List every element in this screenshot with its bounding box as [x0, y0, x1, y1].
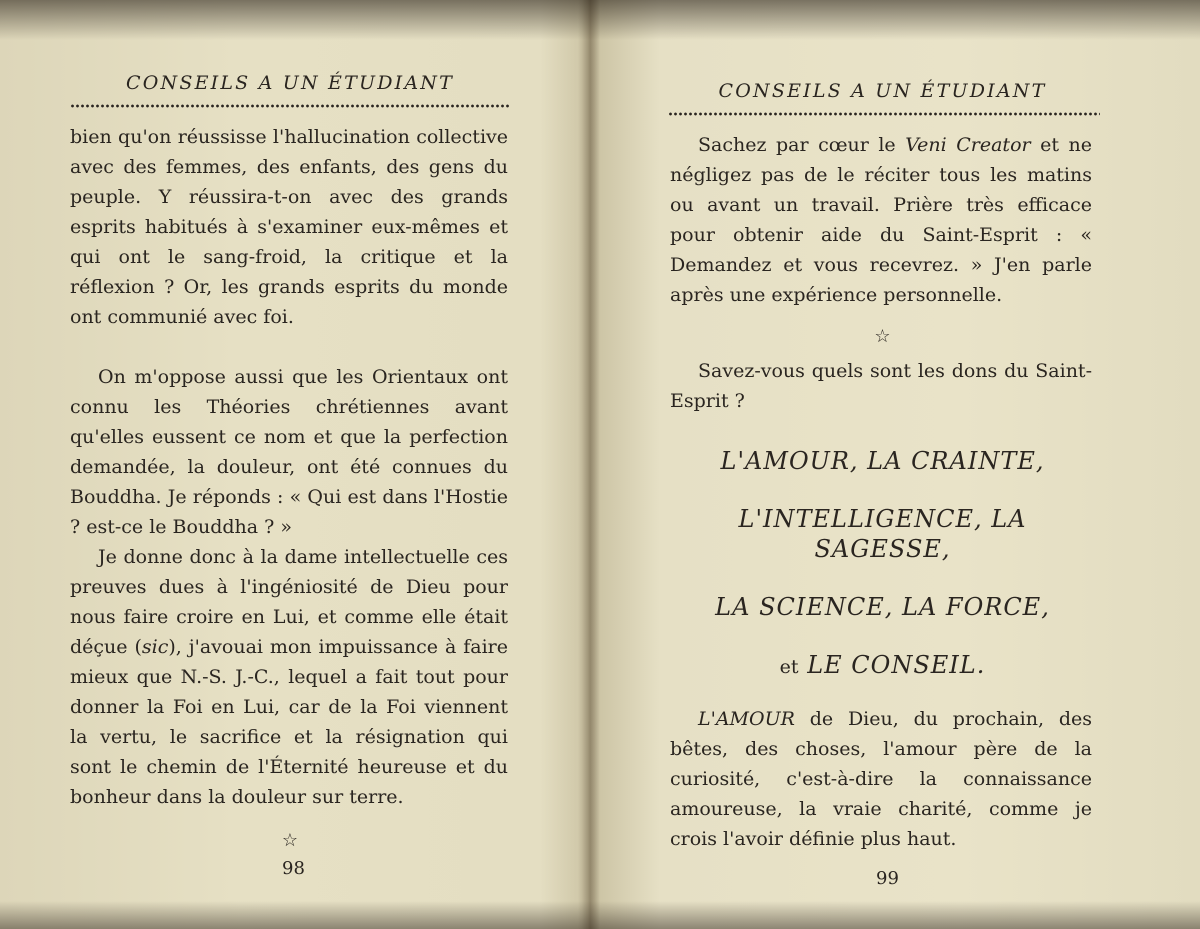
left-star-ornament: ☆	[281, 830, 299, 851]
left-paragraph-2: On m'oppose aussi que les Orientaux ont connu les Théories chrétiennes avant qu'elles eussent ce nom et que la perfection demandée, la douleur, ont été connues du Bouddha. Je réponds : « Qui est dans l'Hostie ? est-ce le Bouddha ? »	[70, 366, 508, 538]
gift-line-1: L'AMOUR, LA CRAINTE,	[720, 447, 1045, 475]
left-paragraph-3	[70, 542, 508, 812]
right-paragraph-1-italic: Veni Creator	[905, 134, 1031, 156]
right-star-ornament: ☆	[874, 326, 891, 347]
right-running-head: CONSEILS A UN ÉTUDIANT	[718, 80, 1047, 102]
right-paragraph-1-before: Sachez par cœur le	[698, 134, 906, 156]
left-paragraph-1: bien qu'on réussisse l'hallucination collective avec des femmes, des enfants, des gens du peuple. Y réussira-t-on avec des grands esprits habitués à s'examiner eux-mêmes et qui ont le sang-froid, la critique et la réflexion ? Or, les grands esprits du monde ont communié avec foi.	[70, 126, 508, 328]
right-header-rule	[668, 110, 1100, 118]
right-page	[670, 80, 1095, 854]
bottom-shadow	[0, 901, 1200, 929]
left-paragraph-3-after: ), j'avouai mon impuissance à faire mieux que N.-S. J.-C., lequel a fait tout pour donner la Foi en Lui, car de la Foi viennent la vertu, le sacrifice et la résignation qui sont le chemin de l'Éternité heureuse et du bonheur dans la douleur sur terre.	[70, 636, 508, 808]
gift-line-2: L'INTELLIGENCE, LA SAGESSE,	[738, 505, 1027, 563]
right-paragraph-3	[670, 704, 1092, 854]
left-page-number: 98	[282, 858, 305, 879]
right-paragraph-3-italic: L'AMOUR	[698, 708, 795, 730]
gift-line-4-prefix: et	[779, 656, 799, 678]
top-shadow	[0, 0, 1200, 40]
left-gap	[70, 332, 510, 362]
gift-line-4-text: LE CONSEIL.	[807, 651, 986, 679]
right-page-number: 99	[876, 868, 899, 889]
right-paragraph-1	[670, 130, 1092, 310]
right-paragraph-3-after: de Dieu, du prochain, des bêtes, des choses, l'amour père de la curiosité, c'est-à-dire la connaissance amoureuse, la vraie charité, comme je crois l'avoir définie plus haut.	[670, 708, 1092, 850]
book-spine	[578, 0, 600, 929]
left-paragraph-3-before: Je donne donc à la dame intellectuelle ces preuves dues à l'ingéniosité de Dieu pour nous faire croire en Lui, et comme elle était déçue (	[70, 546, 508, 658]
left-header-rule	[70, 102, 510, 110]
left-page	[70, 72, 510, 856]
gift-line-3: LA SCIENCE, LA FORCE,	[715, 593, 1050, 621]
right-paragraph-2: Savez-vous quels sont les dons du Saint-Esprit ?	[670, 360, 1092, 412]
right-paragraph-1-after: et ne négligez pas de le réciter tous les matins ou avant un travail. Prière très efficace pour obtenir aide du Saint-Esprit : « Demandez et vous recevrez. » J'en parle après une expérience personnelle.	[670, 134, 1092, 306]
left-running-head: CONSEILS A UN ÉTUDIANT	[126, 72, 454, 94]
left-paragraph-3-italic: sic	[141, 636, 169, 658]
gift-line-4	[670, 650, 1095, 682]
